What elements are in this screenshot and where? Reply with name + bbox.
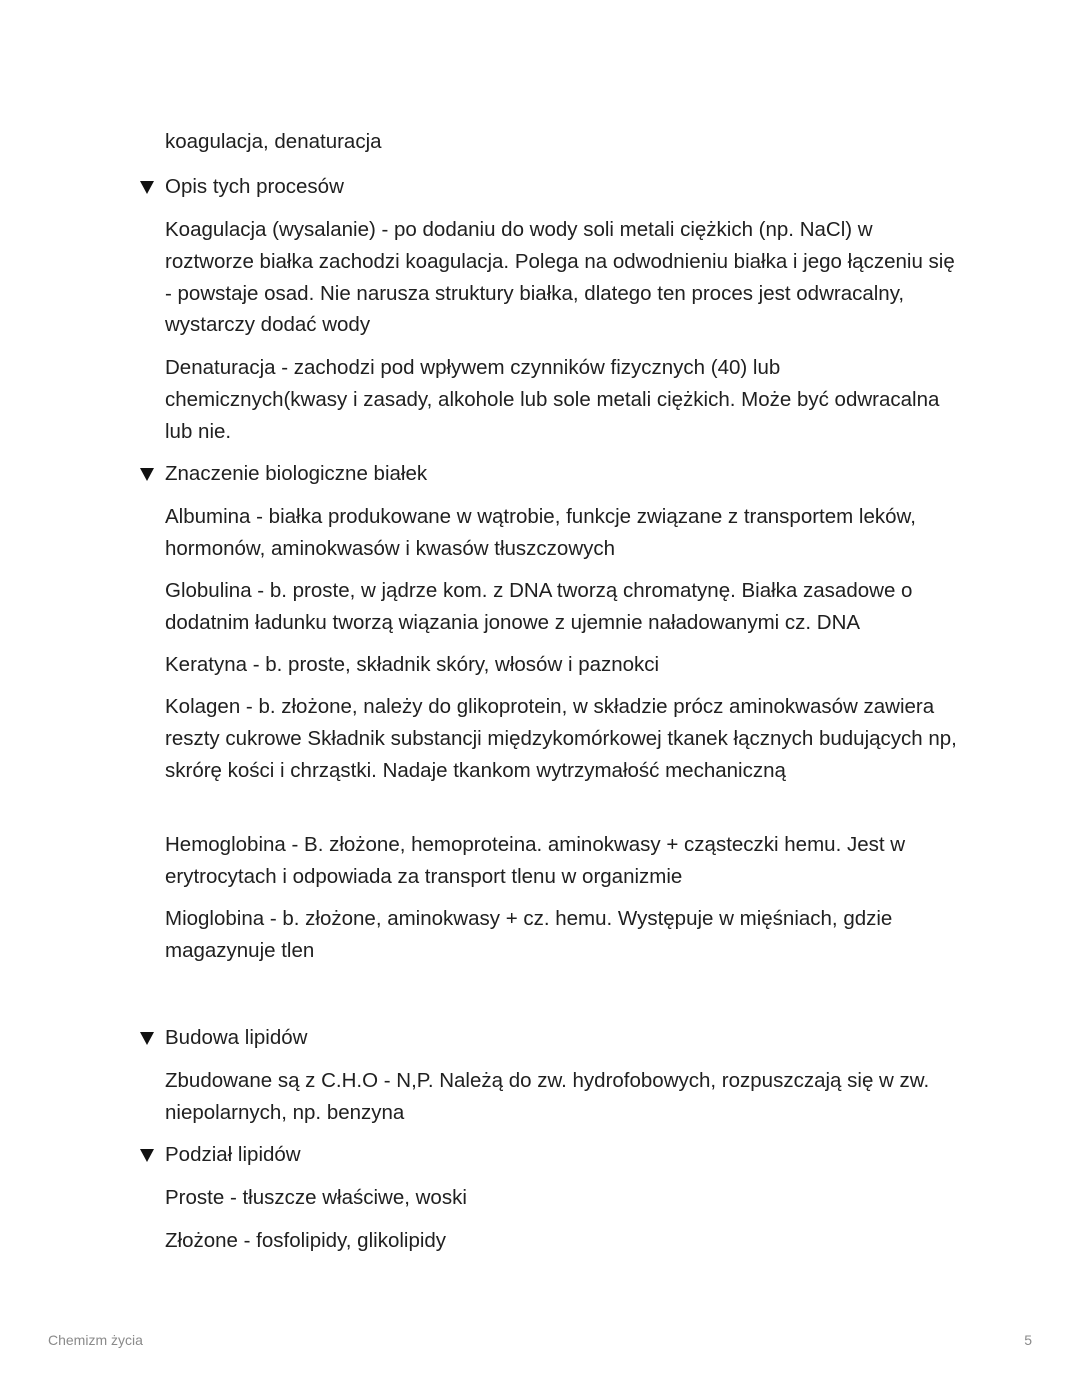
toggle-heading: Budowa lipidów [165,1026,308,1050]
paragraph-albumina: Albumina - białka produkowane w wątrobie, funkcje związane z transportem leków, hormonów, aminokwasów i kwasów tłuszczowych [165,505,916,560]
paragraph-globulina: Globulina - b. proste, w jądrze kom. z DNA tworzą chromatynę. Białka zasadowe o dodatnim ładunku tworzą wiązania jonowe z ujemnie naładowanymi cz. DNA [165,579,913,634]
caret-down-icon [140,1032,154,1045]
paragraph-mioglobina: Mioglobina - b. złożone, aminokwasy + cz. hemu. Występuje w mięśniach, gdzie magazynuje tlen [165,907,893,962]
caret-down-icon [140,1149,154,1162]
toggle-opis-procesow[interactable] [140,171,344,203]
paragraph-zlozone: Złożone - fosfolipidy, glikolipidy [165,1229,447,1252]
paragraph-keratyna: Keratyna - b. proste, składnik skóry, włosów i paznokci [165,653,660,676]
page-number: 5 [1024,1332,1032,1348]
caret-down-icon [140,468,154,481]
paragraph-koagulacja: Koagulacja (wysalanie) - po dodaniu do wody soli metali ciężkich (np. NaCl) w roztworze białka zachodzi koagulacja. Polega na odwodnieniu białka i jego łączeniu się - powstaje osad. Nie narusza struktury białka, dlatego ten proces jest odwracalny, wystarczy dodać wody [165,218,955,337]
paragraph-hemoglobina: Hemoglobina - B. złożone, hemoproteina. aminokwasy + cząsteczki hemu. Jest w erytrocytach i odpowiada za transport tlenu w organizmie [165,833,906,888]
toggle-znaczenie-bialek[interactable] [140,458,427,490]
paragraph-proste: Proste - tłuszcze właściwe, woski [165,1186,467,1209]
toggle-podzial-lipidow[interactable] [140,1139,301,1171]
toggle-heading: Znaczenie biologiczne białek [165,462,428,486]
toggle-heading: Opis tych procesów [165,175,344,199]
caret-down-icon [140,181,154,194]
paragraph-denaturacja: Denaturacja - zachodzi pod wpływem czynników fizycznych (40) lub chemicznych(kwasy i zasady, alkohole lub sole metali ciężkich. Może być odwracalna lub nie. [165,356,940,443]
toggle-heading: Podział lipidów [165,1143,301,1167]
intro-line: koagulacja, denaturacja [165,130,382,153]
toggle-budowa-lipidow[interactable] [140,1022,307,1054]
footer-title: Chemizm życia [48,1332,143,1348]
paragraph-kolagen: Kolagen - b. złożone, należy do glikoprotein, w składzie prócz aminokwasów zawiera reszty cukrowe Składnik substancji międzykomórkowej tkanek łącznych budujących np, skrórę kości i chrząstki. Nadaje tkankom wytrzymałość mechaniczną [165,695,957,782]
paragraph-budowa-lipidow: Zbudowane są z C.H.O - N,P. Należą do zw. hydrofobowych, rozpuszczają się w zw. niepolarnych, np. benzyna [165,1069,930,1124]
